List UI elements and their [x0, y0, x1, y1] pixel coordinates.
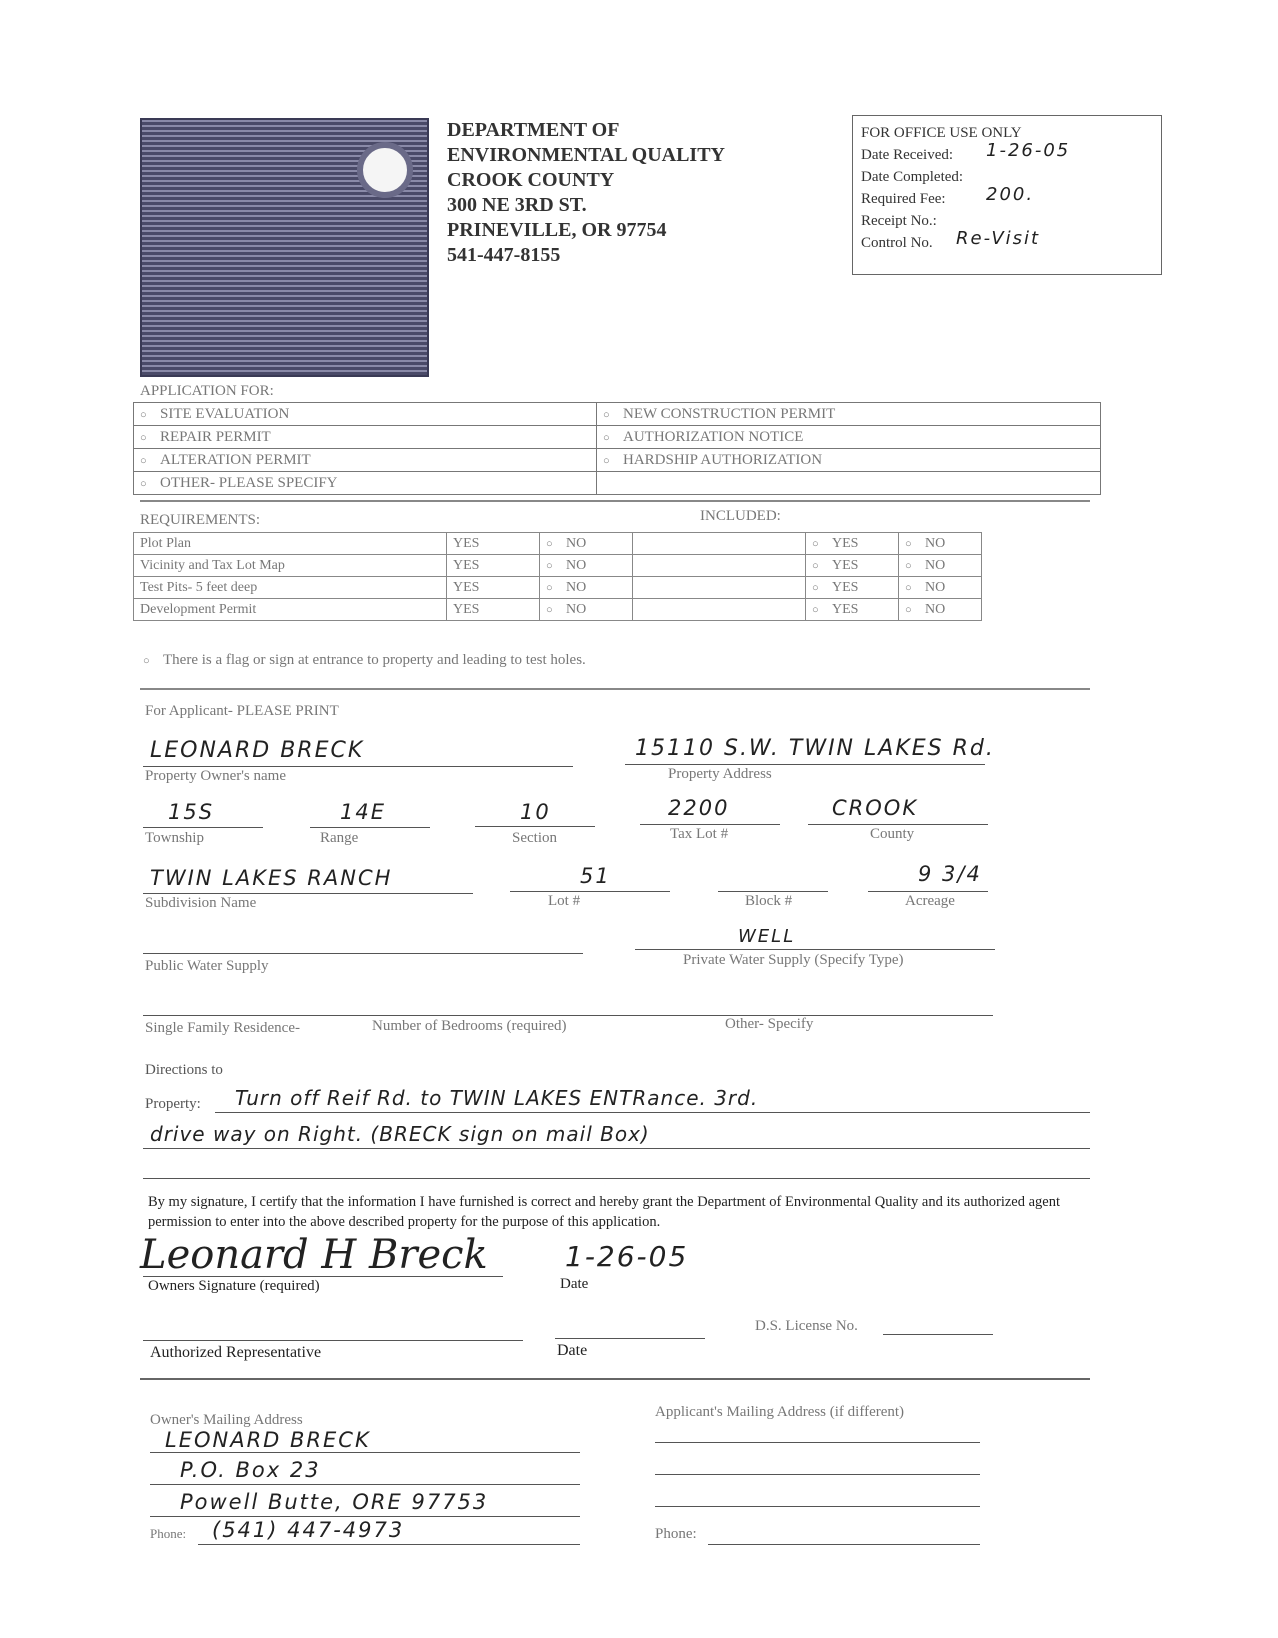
field-line	[198, 1544, 580, 1545]
required-fee-label: Required Fee:	[861, 191, 946, 207]
field-line	[310, 827, 430, 828]
req-item: Test Pits- 5 feet deep	[134, 577, 447, 599]
county-value[interactable]: CROOK	[832, 796, 919, 820]
checkbox-icon[interactable]: ○	[812, 559, 819, 572]
directions-line2[interactable]: drive way on Right. (BRECK sign on mail Box)	[150, 1122, 650, 1146]
included-no[interactable]: NO	[925, 535, 946, 551]
phone-label: Phone:	[150, 1526, 187, 1541]
acreage-value[interactable]: 9 3/4	[918, 862, 982, 886]
field-line	[143, 1015, 993, 1016]
property-address-value[interactable]: 15110 S.W. TWIN LAKES Rd.	[635, 736, 995, 761]
req-item: Development Permit	[134, 599, 447, 621]
acreage-label: Acreage	[905, 893, 955, 909]
office-use-box	[852, 115, 1162, 275]
field-line	[708, 1544, 980, 1545]
property-label: Property:	[145, 1096, 201, 1112]
date-completed-label: Date Completed:	[861, 169, 964, 185]
private-water-value[interactable]: WELL	[738, 926, 796, 947]
checkbox-icon[interactable]: ○	[603, 454, 610, 467]
field-line	[475, 826, 595, 827]
field-line	[808, 824, 988, 825]
no-option[interactable]: NO	[566, 557, 587, 573]
mailing-line2[interactable]: P.O. Box 23	[180, 1458, 321, 1482]
township-value[interactable]: 15S	[168, 800, 215, 824]
dept-line: ENVIRONMENTAL QUALITY	[447, 144, 725, 166]
checkbox-icon[interactable]: ○	[812, 537, 819, 550]
applicant-phone-label: Phone:	[655, 1526, 697, 1542]
included-label: INCLUDED:	[700, 508, 781, 524]
field-line	[640, 824, 780, 825]
dept-line: PRINEVILLE, OR 97754	[447, 219, 667, 241]
field-line	[143, 1340, 523, 1341]
app-option: OTHER- PLEASE SPECIFY	[160, 474, 338, 491]
divider	[140, 688, 1090, 690]
included-no[interactable]: NO	[925, 579, 946, 595]
subdivision-value[interactable]: TWIN LAKES RANCH	[150, 866, 393, 890]
checkbox-icon[interactable]: ○	[140, 477, 147, 490]
checkbox-icon[interactable]: ○	[905, 559, 912, 572]
date-received-value[interactable]: 1-26-05	[986, 140, 1071, 161]
phone-value[interactable]: (541) 447-4973	[212, 1518, 405, 1542]
checkbox-icon[interactable]: ○	[905, 537, 912, 550]
directions-label: Directions to	[145, 1062, 223, 1078]
field-line	[655, 1474, 980, 1475]
tax-lot-value[interactable]: 2200	[668, 796, 730, 820]
owner-name-value[interactable]: LEONARD BRECK	[150, 738, 365, 763]
field-line	[143, 827, 263, 828]
field-line	[215, 1112, 1090, 1113]
yes-option[interactable]: YES	[447, 533, 540, 555]
checkbox-icon[interactable]: ○	[546, 581, 553, 594]
checkbox-icon[interactable]: ○	[603, 408, 610, 421]
field-line	[718, 891, 828, 892]
divider	[140, 500, 1090, 502]
mailing-line1[interactable]: LEONARD BRECK	[165, 1428, 371, 1452]
checkbox-icon[interactable]: ○	[603, 431, 610, 444]
no-option[interactable]: NO	[566, 579, 587, 595]
req-item: Vicinity and Tax Lot Map	[134, 555, 447, 577]
requirements-table	[133, 532, 982, 621]
field-line	[143, 893, 473, 894]
signature-label: Owners Signature (required)	[148, 1278, 320, 1294]
owner-name-label: Property Owner's name	[145, 768, 286, 784]
field-line	[868, 891, 988, 892]
directions-line1[interactable]: Turn off Reif Rd. to TWIN LAKES ENTRance. 3rd.	[235, 1086, 759, 1110]
county-label: County	[870, 826, 915, 842]
field-line	[143, 766, 573, 767]
app-option: AUTHORIZATION NOTICE	[623, 428, 804, 445]
dept-line: CROOK COUNTY	[447, 169, 615, 191]
auth-rep-label: Authorized Representative	[150, 1344, 322, 1361]
field-line	[143, 1276, 503, 1277]
field-line	[883, 1334, 993, 1335]
block-label: Block #	[745, 893, 793, 909]
divider	[140, 1378, 1090, 1380]
mailing-line3[interactable]: Powell Butte, ORE 97753	[180, 1490, 489, 1514]
owner-mailing-label: Owner's Mailing Address	[150, 1412, 303, 1428]
app-option: REPAIR PERMIT	[160, 428, 271, 445]
checkbox-icon[interactable]: ○	[812, 603, 819, 616]
app-option: ALTERATION PERMIT	[160, 451, 311, 468]
yes-option[interactable]: YES	[447, 555, 540, 577]
checkbox-icon[interactable]: ○	[546, 603, 553, 616]
township-label: Township	[145, 830, 204, 846]
included-yes[interactable]: YES	[832, 579, 859, 595]
app-option: SITE EVALUATION	[160, 405, 290, 422]
lot-value[interactable]: 51	[580, 864, 611, 888]
public-water-label: Public Water Supply	[145, 958, 269, 974]
deq-logo	[140, 118, 429, 377]
bullet-icon: ○	[143, 655, 150, 667]
checkbox-icon[interactable]: ○	[546, 559, 553, 572]
field-line	[625, 764, 985, 765]
yes-option[interactable]: YES	[447, 577, 540, 599]
tax-lot-label: Tax Lot #	[670, 826, 729, 842]
range-value[interactable]: 14E	[340, 800, 386, 824]
field-line	[655, 1506, 980, 1507]
subdivision-label: Subdivision Name	[145, 895, 257, 911]
included-yes[interactable]: YES	[832, 557, 859, 573]
dept-line: 541-447-8155	[447, 244, 561, 266]
checkbox-icon[interactable]: ○	[905, 603, 912, 616]
section-label: Section	[512, 830, 557, 846]
app-option: HARDSHIP AUTHORIZATION	[623, 451, 823, 468]
field-line	[555, 1338, 705, 1339]
included-no[interactable]: NO	[925, 601, 946, 617]
checkbox-icon[interactable]: ○	[140, 431, 147, 444]
owner-signature[interactable]: Leonard H Breck	[140, 1232, 488, 1278]
date-received-label: Date Received:	[861, 147, 954, 163]
yes-option[interactable]: YES	[447, 599, 540, 621]
checkbox-icon[interactable]: ○	[812, 581, 819, 594]
field-line	[143, 953, 583, 954]
requirements-label: REQUIREMENTS:	[140, 512, 260, 528]
bedrooms-label: Number of Bedrooms (required)	[372, 1018, 567, 1034]
license-label: D.S. License No.	[755, 1318, 858, 1334]
app-option: NEW CONSTRUCTION PERMIT	[623, 405, 836, 422]
req-item: Plot Plan	[134, 533, 447, 555]
included-no[interactable]: NO	[925, 557, 946, 573]
field-line	[143, 1148, 1090, 1149]
lot-label: Lot #	[548, 893, 581, 909]
field-line	[150, 1516, 580, 1517]
private-water-label: Private Water Supply (Specify Type)	[683, 952, 904, 968]
checkbox-icon[interactable]: ○	[546, 537, 553, 550]
application-label: APPLICATION FOR:	[140, 383, 274, 399]
certification-text: By my signature, I certify that the information I have furnished is correct and hereby grant the Department of Environmental Quality and its authorized agent permission to enter into the above described property for the purpose of this application.	[148, 1194, 1060, 1230]
flag-note	[143, 652, 586, 669]
receipt-label: Receipt No.:	[861, 213, 937, 229]
checkbox-icon[interactable]: ○	[140, 408, 147, 421]
date-label: Date	[560, 1276, 589, 1292]
single-family-label: Single Family Residence-	[145, 1020, 300, 1036]
dept-line: 300 NE 3RD ST.	[447, 194, 587, 216]
department-header	[447, 118, 725, 268]
checkbox-icon[interactable]: ○	[905, 581, 912, 594]
field-line	[150, 1484, 580, 1485]
field-line	[150, 1452, 580, 1453]
required-fee-value[interactable]: 200.	[986, 184, 1035, 205]
other-label: Other- Specify	[725, 1016, 814, 1032]
application-table	[133, 402, 1101, 495]
office-title: FOR OFFICE USE ONLY	[861, 125, 1022, 141]
field-line	[635, 949, 995, 950]
date2-label: Date	[557, 1342, 588, 1359]
applicant-heading: For Applicant- PLEASE PRINT	[145, 703, 339, 719]
no-option[interactable]: NO	[566, 601, 587, 617]
field-line	[655, 1442, 980, 1443]
dept-line: DEPARTMENT OF	[447, 119, 620, 141]
included-yes[interactable]: YES	[832, 535, 859, 551]
control-label: Control No.	[861, 235, 933, 251]
flag-note-text: There is a flag or sign at entrance to property and leading to test holes.	[163, 652, 586, 668]
section-value[interactable]: 10	[520, 800, 551, 824]
included-yes[interactable]: YES	[832, 601, 859, 617]
no-option[interactable]: NO	[566, 535, 587, 551]
applicant-mailing-label: Applicant's Mailing Address (if different)	[655, 1404, 905, 1420]
field-line	[510, 891, 670, 892]
field-line	[143, 1178, 1090, 1179]
signature-date-value[interactable]: 1-26-05	[565, 1240, 689, 1273]
property-address-label: Property Address	[668, 766, 772, 782]
control-value[interactable]: Re-Visit	[956, 228, 1041, 249]
checkbox-icon[interactable]: ○	[140, 454, 147, 467]
range-label: Range	[320, 830, 359, 846]
logo-circle	[357, 142, 413, 198]
